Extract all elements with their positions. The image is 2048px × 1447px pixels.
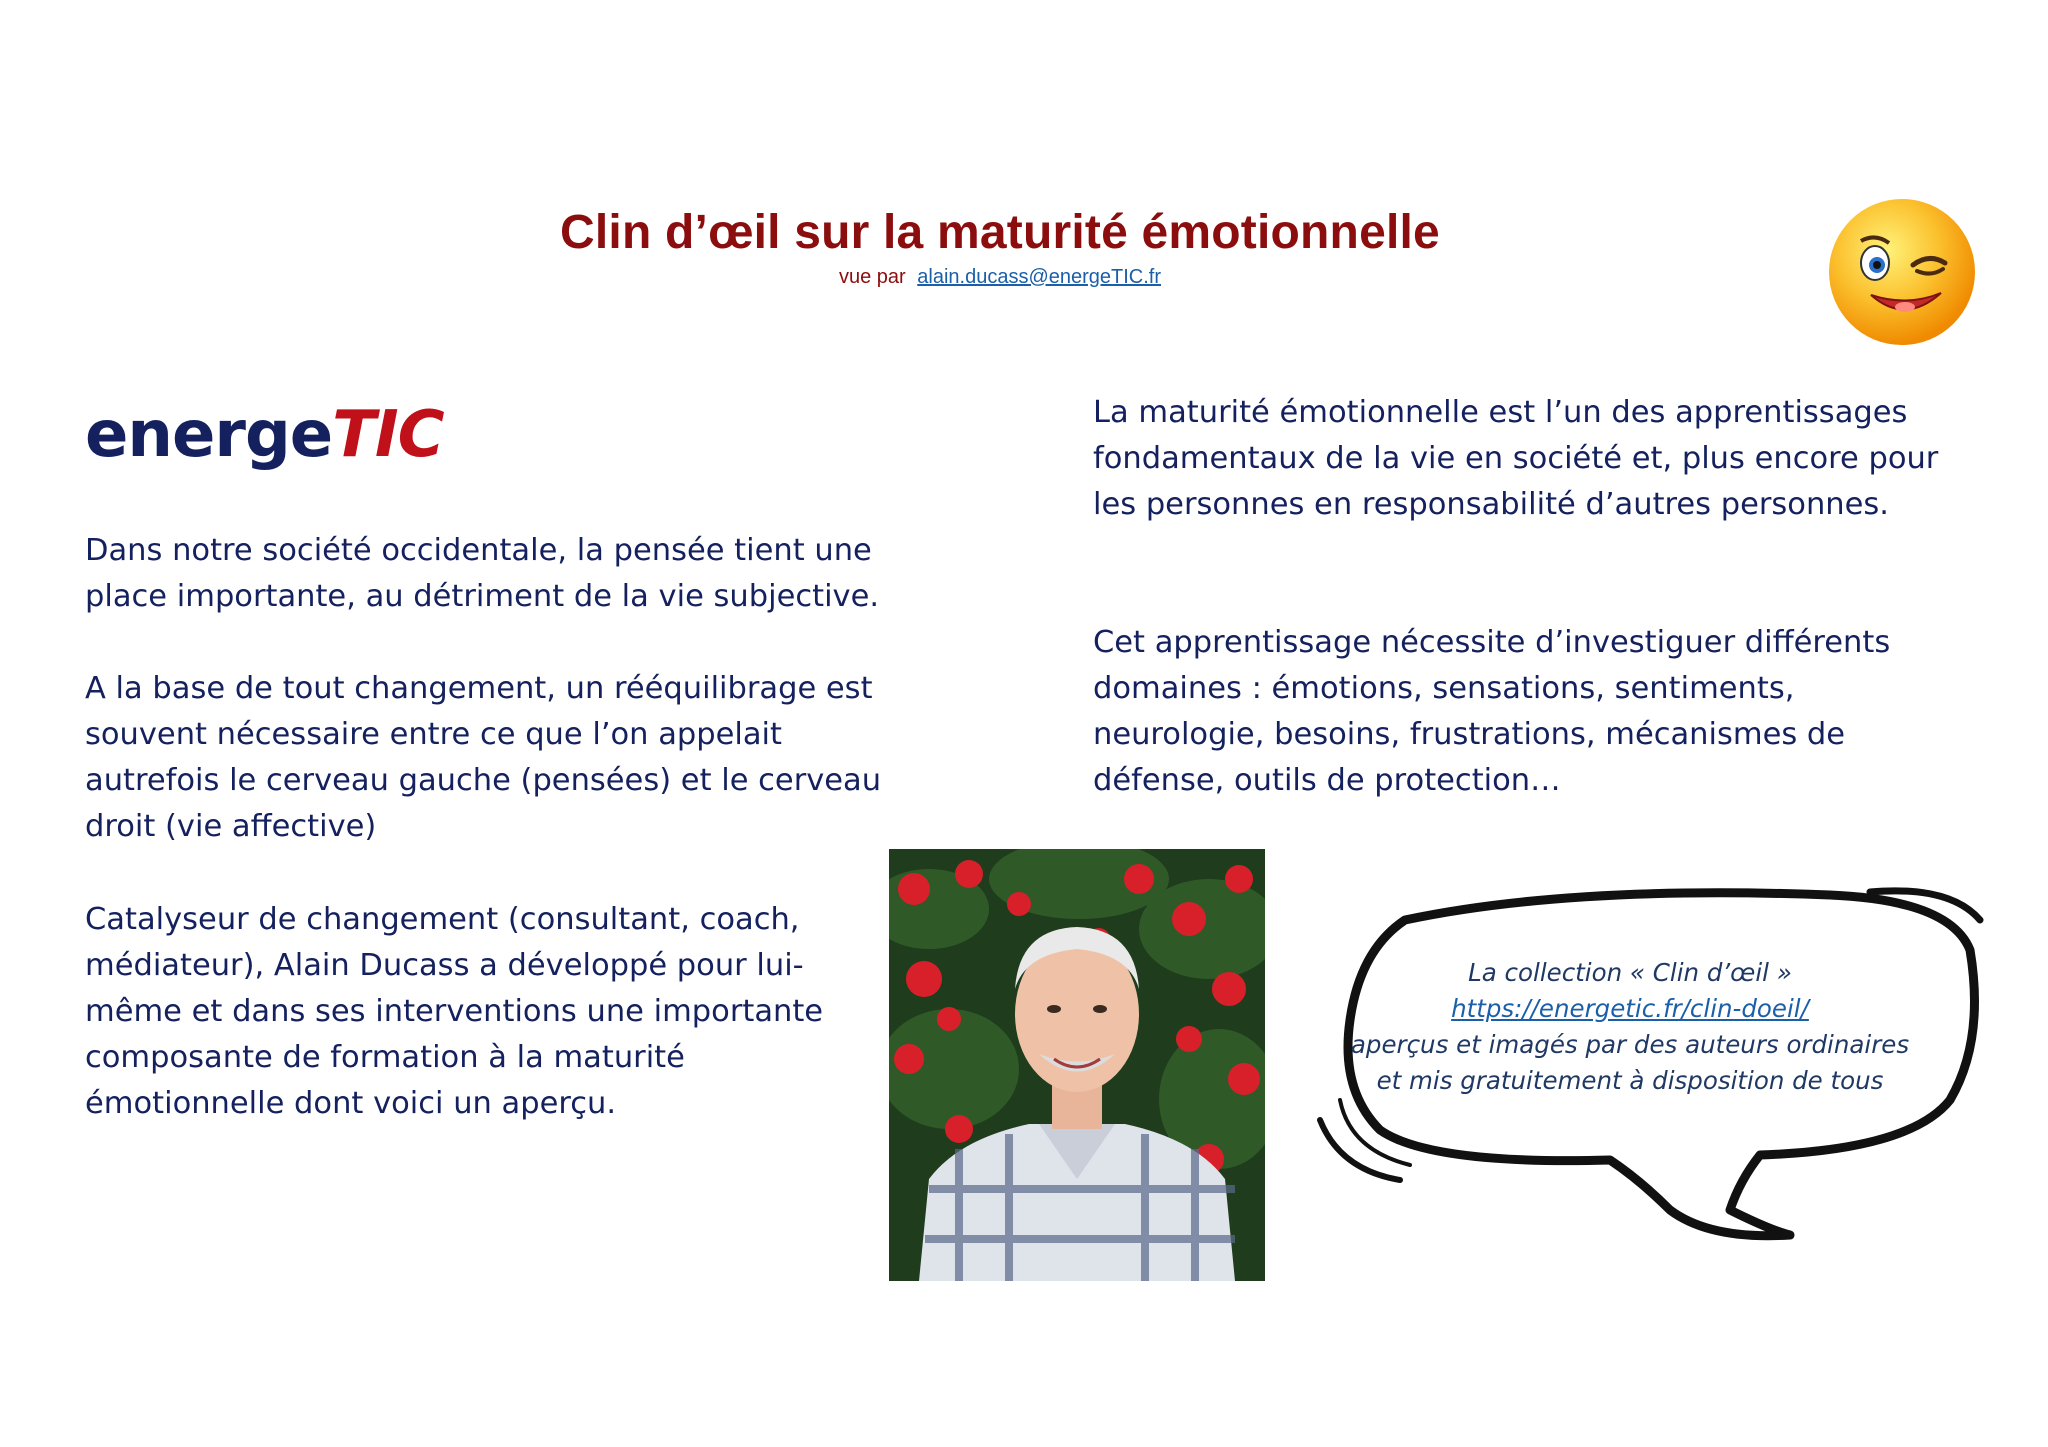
page-title: Clin d’œil sur la maturité émotionnelle: [560, 206, 1440, 259]
bubble-line-authors: aperçus et imagés par des auteurs ordinaires: [1350, 1030, 1910, 1059]
author-email-link[interactable]: alain.ducass@energeTIC.fr: [917, 266, 1162, 288]
winking-smiley-icon: [1825, 195, 1980, 350]
logo-part-energe: energe: [85, 398, 333, 472]
bubble-line-free: et mis gratuitement à disposition de tous: [1376, 1066, 1884, 1095]
bubble-line-collection: La collection « Clin d’œil »: [1468, 958, 1792, 987]
bubble-text: [1340, 955, 1920, 1099]
byline-prefix: vue par: [838, 266, 906, 288]
right-paragraph-2: Cet apprentissage nécessite d’investiguer différents domaines : émotions, sensations, sentiments, neurologie, besoins, frustrations, mécanismes de défense, outils de protection…: [1093, 625, 1891, 798]
portrait-photo: [889, 849, 1265, 1281]
byline: [0, 266, 2000, 289]
energetic-logo: [85, 398, 444, 472]
left-paragraph-3: Catalyseur de changement (consultant, coach, médiateur), Alain Ducass a développé pour lui-même et dans ses interventions une importante composante de formation à la maturité émotionnelle dont voici un aperçu.: [85, 902, 824, 1121]
left-paragraph-1: Dans notre société occidentale, la pensée tient une place importante, au détriment de la vie subjective.: [85, 533, 880, 614]
logo-part-tic: TIC: [332, 398, 444, 472]
collection-link[interactable]: https://energetic.fr/clin-doeil/: [1451, 994, 1809, 1023]
left-paragraph-2: A la base de tout changement, un rééquilibrage est souvent nécessaire entre ce que l’on appelait autrefois le cerveau gauche (pensées) et le cerveau droit (vie affective): [85, 671, 882, 844]
right-paragraph-1: La maturité émotionnelle est l’un des apprentissages fondamentaux de la vie en société et, plus encore pour les personnes en responsabilité d’autres personnes.: [1093, 395, 1939, 522]
